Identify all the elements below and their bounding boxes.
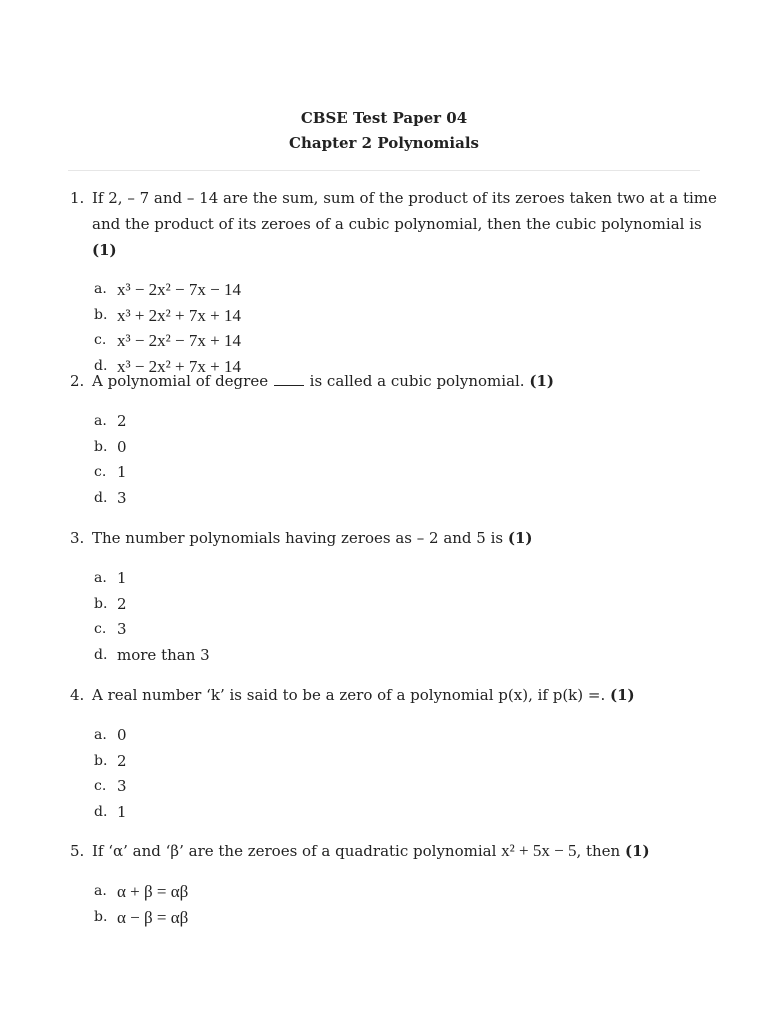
option-text: 1 (117, 569, 127, 587)
header-divider (68, 170, 700, 171)
option-text: α + β = αβ (117, 882, 189, 901)
option-text: more than 3 (117, 645, 210, 664)
question-number: 2. (70, 372, 85, 390)
answer-blank (274, 384, 304, 386)
option-letter: a. (94, 281, 107, 297)
option-b (94, 905, 728, 931)
option-text: 2 (117, 594, 127, 613)
option-c (94, 328, 728, 354)
options-list (68, 566, 728, 668)
option-text: x³ − 2x² − 7x − 14 (117, 280, 241, 299)
question-stem-end: , then (576, 842, 621, 860)
option-letter: d. (94, 803, 108, 820)
option-c (94, 617, 728, 643)
option-text: 2 (117, 412, 127, 430)
option-text: 3 (117, 488, 127, 507)
question-number: 1. (70, 189, 85, 207)
option-text: x³ − 2x² + 7x + 14 (117, 356, 241, 376)
option-letter: a. (94, 883, 107, 899)
option-d (94, 486, 728, 512)
option-text: x³ − 2x² − 7x + 14 (117, 331, 241, 350)
option-letter: b. (94, 908, 108, 925)
option-letter: a. (94, 570, 107, 586)
question-5-text (68, 838, 728, 864)
option-letter: d. (94, 489, 108, 506)
marks-label: (1) (610, 686, 635, 704)
question-number: 4. (70, 686, 85, 704)
option-text: α − β = αβ (117, 907, 189, 927)
option-letter: c. (94, 464, 107, 480)
option-text: 3 (117, 777, 127, 795)
option-d (94, 643, 728, 669)
question-number: 5. (70, 842, 85, 860)
title-block (0, 106, 768, 156)
marks-label: (1) (507, 529, 533, 547)
options-list (68, 277, 728, 379)
marks-label: (1) (529, 372, 554, 390)
options-list (68, 879, 728, 930)
option-b (94, 435, 728, 461)
option-b (94, 749, 728, 775)
option-a (94, 409, 728, 435)
option-b (94, 303, 728, 329)
question-4-text (68, 682, 728, 708)
option-text: 0 (117, 726, 127, 744)
question-5 (68, 838, 728, 930)
option-a (94, 566, 728, 592)
question-stem: A polynomial of degree (92, 372, 269, 390)
option-letter: d. (94, 357, 108, 374)
option-a (94, 879, 728, 905)
question-3 (68, 525, 728, 668)
option-letter: b. (94, 752, 108, 769)
question-stem: If 2, – 7 and – 14 are the sum, sum of the product of its zeroes taken two at a time and the product of its zeroes of a cubic polynomial, then the cubic polynomial is (92, 189, 717, 233)
option-c (94, 460, 728, 486)
option-letter: c. (94, 332, 107, 348)
question-2-text (68, 368, 728, 394)
option-letter: d. (94, 646, 108, 663)
question-2 (68, 368, 728, 511)
option-text: 0 (117, 437, 127, 456)
options-list (68, 409, 728, 511)
option-letter: b. (94, 595, 108, 612)
option-c (94, 774, 728, 800)
polynomial-expression: x² + 5x − 5 (501, 841, 577, 860)
question-stem: If ‘α’ and ‘β’ are the zeroes of a quadratic polynomial (92, 842, 497, 860)
marks-label: (1) (625, 842, 650, 860)
paper-title: CBSE Test Paper 04 (300, 109, 468, 127)
option-text: 1 (117, 463, 127, 481)
question-3-text (68, 525, 728, 551)
option-text: 2 (117, 751, 127, 770)
option-text: 3 (117, 620, 127, 638)
option-b (94, 592, 728, 618)
question-number: 3. (70, 529, 85, 547)
option-a (94, 277, 728, 303)
question-1 (68, 185, 728, 379)
question-stem-end: is called a cubic polynomial. (309, 372, 525, 390)
option-letter: b. (94, 306, 108, 323)
option-letter: c. (94, 621, 107, 637)
question-1-text (68, 185, 728, 263)
option-letter: a. (94, 727, 107, 743)
chapter-title: Chapter 2 Polynomials (289, 134, 479, 152)
option-text: x³ + 2x² + 7x + 14 (117, 305, 241, 325)
question-stem: The number polynomials having zeroes as – 2 and 5 is (92, 529, 504, 547)
question-4 (68, 682, 728, 825)
option-text: 1 (117, 802, 127, 821)
option-a (94, 723, 728, 749)
question-stem: A real number ‘k’ is said to be a zero of a polynomial p(x), if p(k) =. (92, 686, 606, 704)
marks-label: (1) (92, 241, 117, 259)
option-letter: c. (94, 778, 107, 794)
option-letter: a. (94, 413, 107, 429)
options-list (68, 723, 728, 825)
option-d (94, 800, 728, 826)
option-letter: b. (94, 438, 108, 455)
